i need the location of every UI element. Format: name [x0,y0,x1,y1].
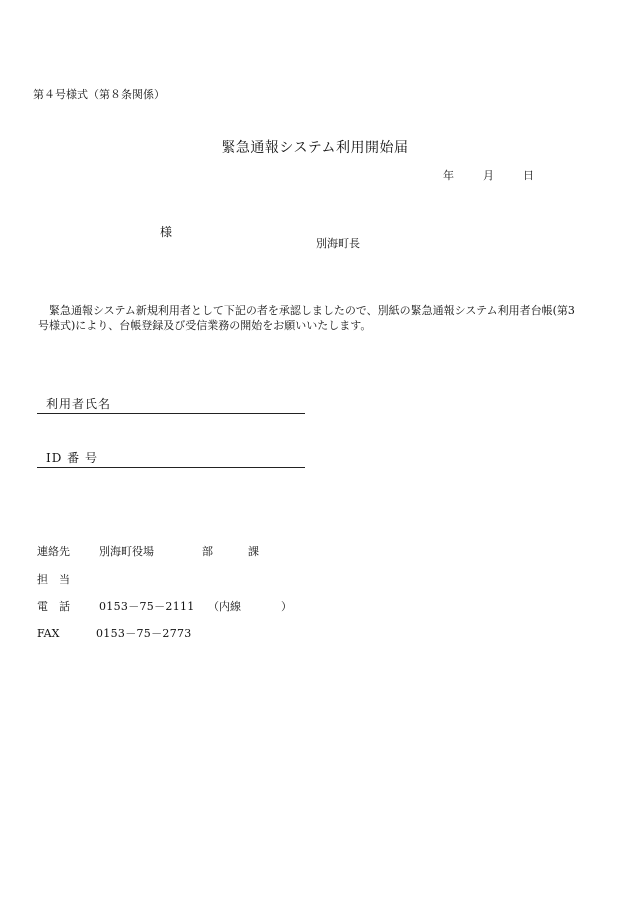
tel-label: 電 話 [37,600,70,613]
extension-close: ） [281,600,292,613]
fax-label: FAX [37,627,60,640]
tel-line [37,598,292,614]
date-day: 日 [523,169,534,182]
date-line [443,167,534,183]
contact-line [37,543,259,559]
body-text: 緊急通報システム新規利用者として下記の者を承認しましたので、別紙の緊急通報システム利用者台帳(第3号様式)により、台帳登録及び受信業務の開始をお願いいたします。 [38,304,575,332]
fax-number: 0153－75－2773 [96,627,192,640]
tanto-label: 担 当 [37,573,70,586]
date-month: 月 [483,169,494,182]
tanto-line [37,571,70,587]
date-year: 年 [443,169,454,182]
user-name-label: 利用者氏名 [46,397,112,411]
contact-label: 連絡先 [37,545,70,558]
user-name-field [37,395,305,414]
form-number: 第４号様式（第８条関係） [33,88,165,101]
sender-mayor: 別海町長 [316,237,360,250]
contact-office: 別海町役場 [99,545,154,558]
addressee-sama: 様 [160,225,173,239]
extension-open: （内線 [208,600,241,613]
fax-line [37,625,192,641]
document-title: 緊急通報システム利用開始届 [221,140,409,156]
contact-bu: 部 [202,545,213,558]
id-number-field [37,449,305,468]
tel-number: 0153－75－2111 [99,600,195,613]
id-number-label: ID 番 号 [46,451,98,465]
contact-ka: 課 [248,545,259,558]
